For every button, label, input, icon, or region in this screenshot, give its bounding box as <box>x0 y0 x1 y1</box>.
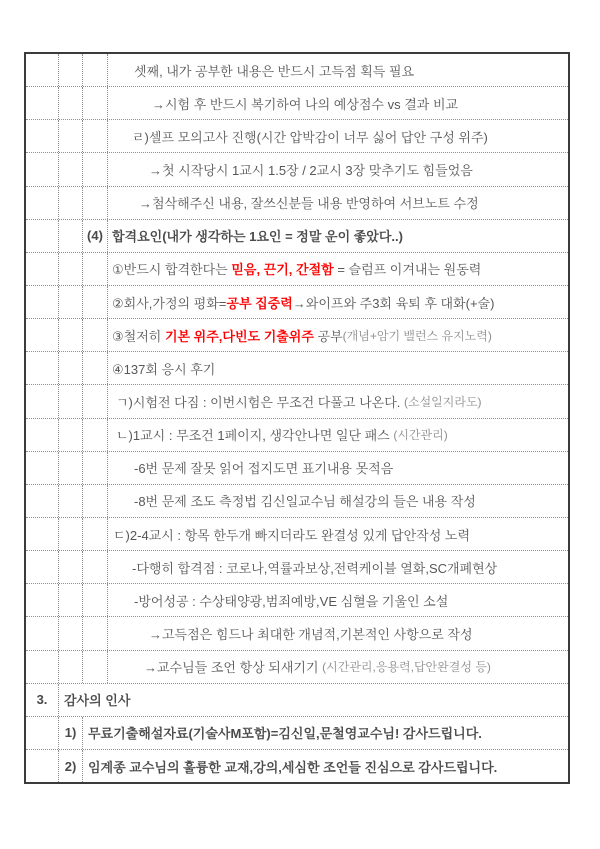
gutter-cell <box>26 87 59 119</box>
content-cell <box>108 220 568 252</box>
text-segment: 합격요인(내가 생각하는 1요인 = 정말 운이 좋았다..) <box>112 229 403 245</box>
gutter-cell <box>59 452 83 484</box>
table-row <box>26 385 568 418</box>
gutter-cell <box>59 253 83 285</box>
gutter-cell <box>26 518 59 550</box>
table-row <box>26 286 568 319</box>
gutter-cell <box>59 617 83 649</box>
table-row <box>26 717 568 750</box>
marker-cell <box>83 617 108 649</box>
light-note-segment: (시간관리) <box>393 428 448 443</box>
text-segment: →첫 시작당시 1교시 1.5장 / 2교시 3장 맞추기도 힘들었음 <box>149 162 473 178</box>
marker-cell <box>83 352 108 384</box>
gutter-cell <box>26 452 59 484</box>
gutter-cell <box>59 286 83 318</box>
item-number-cell: 1) <box>59 717 83 749</box>
table-row <box>26 319 568 352</box>
table-row <box>26 518 568 551</box>
table-row <box>26 551 568 584</box>
gutter-cell <box>26 385 59 417</box>
marker-cell: (4) <box>83 220 108 252</box>
marker-cell <box>83 54 108 86</box>
text-segment: -6번 문제 잘못 읽어 접지도면 표기내용 못적음 <box>134 461 394 477</box>
marker-cell <box>83 385 108 417</box>
text-segment: ㄷ)2-4교시 : 항목 한두개 빠지더라도 완결성 있게 답안작성 노력 <box>113 527 471 543</box>
content-cell <box>108 485 568 517</box>
gutter-cell <box>26 551 59 583</box>
red-highlight-segment: 기본 위주,다빈도 기출위주 <box>164 328 314 344</box>
table-row <box>26 452 568 485</box>
marker-cell <box>83 584 108 616</box>
text-segment: →교수님들 조언 항상 되새기기 <box>144 660 323 676</box>
table-row <box>26 651 568 684</box>
marker-cell <box>83 419 108 451</box>
gutter-cell <box>26 617 59 649</box>
content-cell <box>108 419 568 451</box>
gutter-cell <box>59 220 83 252</box>
content-cell <box>59 684 568 716</box>
table-row <box>26 584 568 617</box>
text-segment: →고득점은 힘드나 최대한 개념적,기본적인 사항으로 작성 <box>149 626 473 642</box>
table-row <box>26 485 568 518</box>
content-cell <box>108 286 568 318</box>
content-cell <box>108 120 568 152</box>
marker-cell <box>83 518 108 550</box>
text-segment: →첨삭해주신 내용, 잘쓰신분들 내용 반영하여 서브노트 수정 <box>139 196 479 212</box>
gutter-cell <box>26 419 59 451</box>
content-cell <box>108 319 568 351</box>
text-segment: ㄴ)1교시 : 무조건 1페이지, 생각안나면 일단 패스 <box>116 428 394 444</box>
gutter-cell <box>26 352 59 384</box>
content-cell <box>108 54 568 86</box>
red-highlight-segment: 공부 집중력 <box>226 295 293 311</box>
content-cell <box>108 352 568 384</box>
gutter-cell <box>59 54 83 86</box>
table-row <box>26 87 568 120</box>
gutter-cell <box>26 651 59 683</box>
content-cell <box>108 87 568 119</box>
gutter-cell <box>26 153 59 185</box>
gutter-cell <box>26 750 59 782</box>
text-segment: ③철저히 <box>112 328 165 344</box>
text-segment: -다행히 합격점 : 코로나,역률과보상,전력케이블 열화,SC개폐현상 <box>132 560 498 576</box>
light-note-segment: (시간관리,응용력,답안완결성 등) <box>322 660 491 675</box>
gutter-cell <box>59 584 83 616</box>
table-row <box>26 352 568 385</box>
text-segment: -방어성공 : 수상태양광,범죄예방,VE 심혈을 기울인 소설 <box>134 593 449 609</box>
table-row <box>26 220 568 253</box>
gutter-cell <box>59 419 83 451</box>
content-cell <box>108 385 568 417</box>
gutter-cell <box>59 153 83 185</box>
gutter-cell <box>26 286 59 318</box>
content-cell <box>108 153 568 185</box>
gutter-cell <box>26 54 59 86</box>
gutter-cell <box>26 253 59 285</box>
marker-cell <box>83 319 108 351</box>
table-row <box>26 750 568 782</box>
table-row <box>26 419 568 452</box>
gutter-cell <box>59 87 83 119</box>
text-segment: = 슬럼프 이겨내는 원동력 <box>333 262 482 278</box>
gutter-cell <box>26 220 59 252</box>
text-segment: ㄱ)시험전 다짐 : 이번시험은 무조건 다풀고 나온다. <box>116 394 404 410</box>
light-note-segment: (소설일지라도) <box>404 394 482 409</box>
light-note-segment: (개념+암기 밸런스 유지노력) <box>342 328 492 343</box>
section-number-cell: 3. <box>26 684 59 716</box>
table-row <box>26 153 568 186</box>
review-table <box>24 52 570 784</box>
gutter-cell <box>26 717 59 749</box>
text-segment: 감사의 인사 <box>64 693 131 709</box>
item-number-cell: 2) <box>59 750 83 782</box>
content-cell <box>108 452 568 484</box>
content-cell <box>108 584 568 616</box>
table-row <box>26 617 568 650</box>
content-cell <box>108 617 568 649</box>
text-segment: ④137회 응시 후기 <box>112 361 216 377</box>
text-segment: 공부 <box>313 328 343 344</box>
text-segment: 셋째, 내가 공부한 내용은 반드시 고득점 획득 필요 <box>134 63 415 79</box>
gutter-cell <box>26 485 59 517</box>
gutter-cell <box>26 187 59 219</box>
content-cell <box>108 651 568 683</box>
marker-cell <box>83 651 108 683</box>
gutter-cell <box>59 551 83 583</box>
marker-cell <box>83 187 108 219</box>
table-row <box>26 54 568 87</box>
gutter-cell <box>26 319 59 351</box>
text-segment: ㄹ)셀프 모의고사 진행(시간 압박감이 너무 싫어 답안 구성 위주) <box>132 129 488 145</box>
text-segment: →와이프와 주3회 육퇴 후 대화(+술) <box>292 295 495 311</box>
content-cell <box>83 717 568 749</box>
marker-cell <box>83 485 108 517</box>
table-row <box>26 120 568 153</box>
marker-cell <box>83 253 108 285</box>
gutter-cell <box>59 352 83 384</box>
content-cell <box>108 518 568 550</box>
table-row <box>26 684 568 717</box>
text-segment: -8번 문제 조도 측정법 김신일교수님 해설강의 들은 내용 작성 <box>134 494 476 510</box>
text-segment: ②회사,가정의 평화= <box>112 295 227 311</box>
content-cell <box>83 750 568 782</box>
text-segment: 무료기출해설자료(기술사M포함)=김신일,문철영교수님! 감사드립니다. <box>88 726 482 742</box>
marker-cell <box>83 87 108 119</box>
content-cell <box>108 253 568 285</box>
gutter-cell <box>26 120 59 152</box>
red-highlight-segment: 믿음, 끈기, 간절함 <box>231 262 334 278</box>
gutter-cell <box>59 319 83 351</box>
gutter-cell <box>26 584 59 616</box>
content-cell <box>108 187 568 219</box>
gutter-cell <box>59 385 83 417</box>
gutter-cell <box>59 485 83 517</box>
table-row <box>26 187 568 220</box>
gutter-cell <box>59 651 83 683</box>
gutter-cell <box>59 518 83 550</box>
marker-cell <box>83 120 108 152</box>
text-segment: 임계종 교수님의 훌륭한 교재,강의,세심한 조언들 진심으로 감사드립니다. <box>88 759 498 775</box>
text-segment: →시험 후 반드시 복기하여 나의 예상점수 vs 결과 비교 <box>152 96 459 112</box>
marker-cell <box>83 153 108 185</box>
marker-cell <box>83 452 108 484</box>
gutter-cell <box>59 120 83 152</box>
table-row <box>26 253 568 286</box>
marker-cell <box>83 286 108 318</box>
gutter-cell <box>59 187 83 219</box>
text-segment: ①반드시 합격한다는 <box>112 262 232 278</box>
content-cell <box>108 551 568 583</box>
marker-cell <box>83 551 108 583</box>
